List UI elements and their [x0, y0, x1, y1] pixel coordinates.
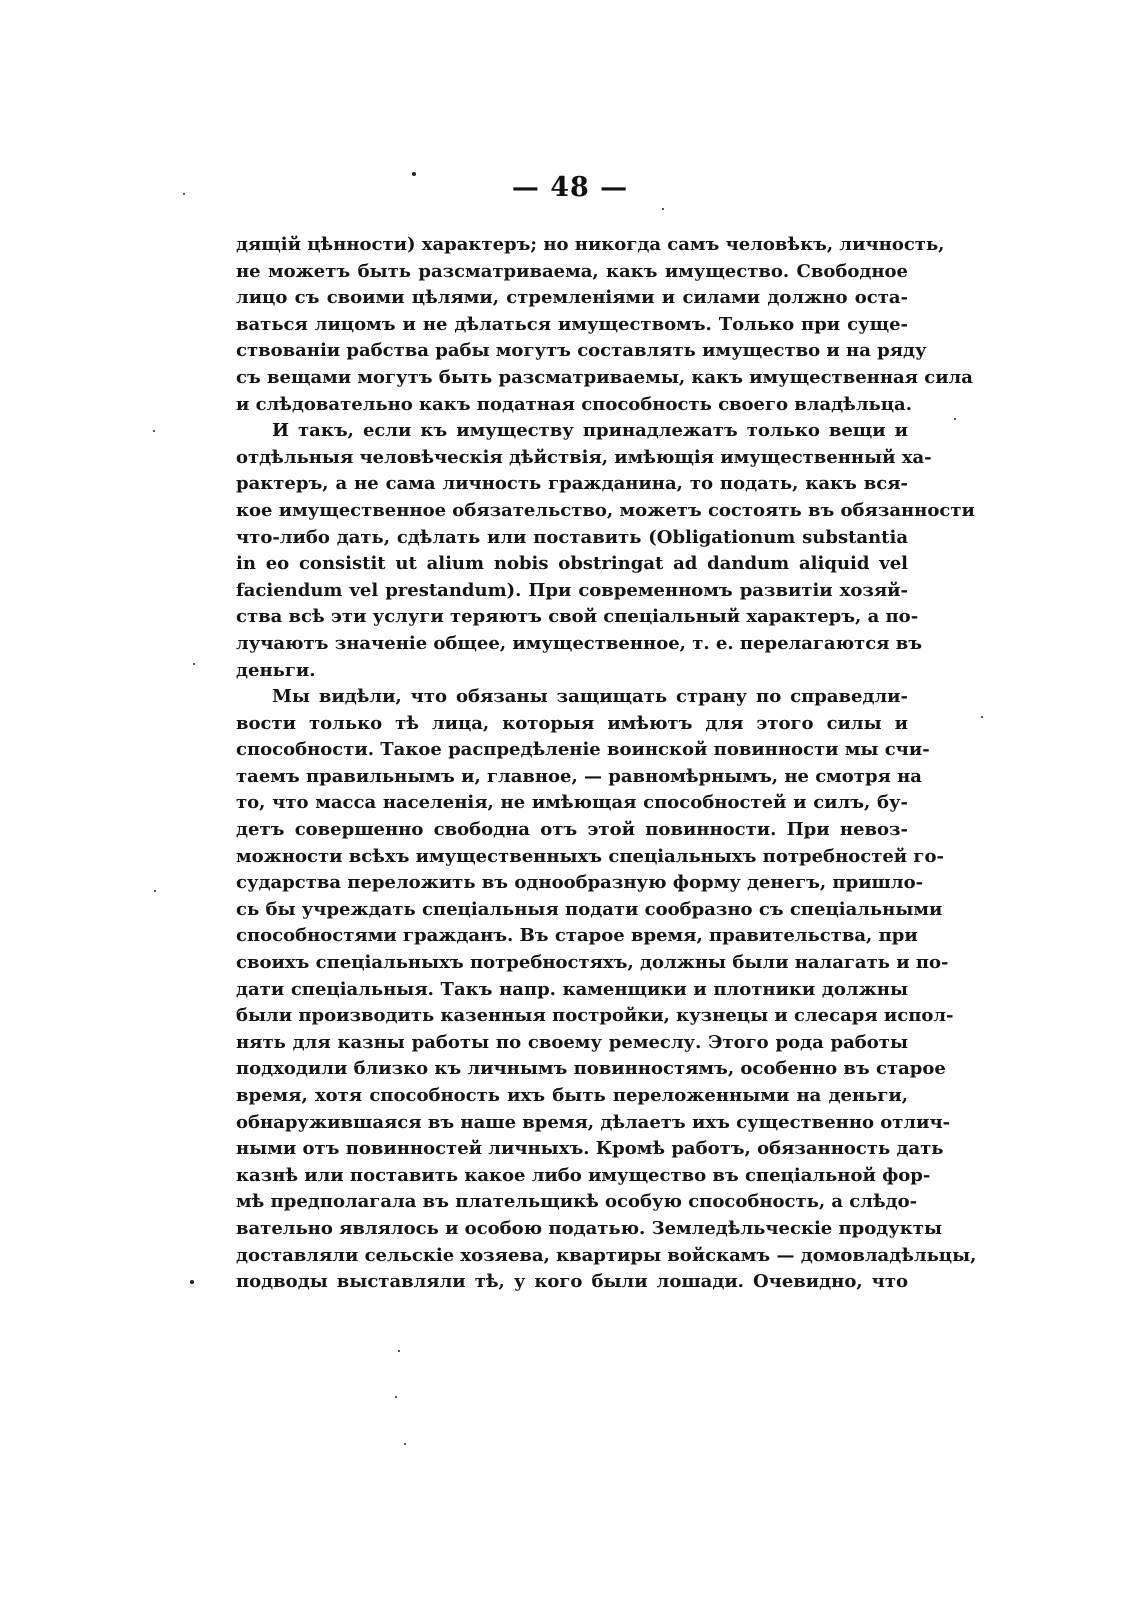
text-line: in eo consistit ut alium nobis obstringat ad dandum aliquid vel [236, 553, 908, 575]
scan-speck [183, 193, 185, 195]
text-line: ствованіи рабства рабы могутъ составлять имущество и на ряду [236, 340, 927, 362]
paragraph-1 [236, 232, 973, 418]
paragraph-2 [236, 418, 975, 684]
text-line: не можетъ быть разсматриваема, какъ имущество. Свободное [236, 260, 908, 282]
text-line: ства всѣ эти услуги теряютъ свой спеціальный характеръ, а по- [236, 606, 919, 628]
scan-speck [398, 1350, 400, 1352]
text-line: вости только тѣ лица, которыя имѣютъ для этого силы и [236, 712, 908, 734]
text-line: Мы видѣли, что обязаны защищать страну по справедли- [272, 686, 908, 708]
text-line: faciendum vel prestandum). При современномъ развитіи хозяй- [236, 579, 908, 601]
scan-speck [981, 716, 983, 718]
text-line: лучаютъ значеніе общее, имущественное, т. е. перелагаются въ [236, 632, 923, 654]
text-line: время, хотя способность ихъ быть переложенными на деньги, [236, 1085, 908, 1106]
text-line: были производить казенныя постройки, кузнецы и слесаря испол- [236, 1005, 954, 1027]
text-line: способности. Такое распредѣленіе воинской повинности мы счи- [236, 739, 930, 761]
text-line: дати спеціальныя. Такъ напр. каменщики и плотники должны [236, 978, 908, 1000]
text-line: отдѣльныя человѣческія дѣйствія, имѣющія имущественный ха- [236, 446, 932, 468]
scan-speck [190, 1280, 194, 1284]
body-text [236, 232, 977, 1296]
text-line: обнаружившаяся въ наше время, дѣлаетъ ихъ существенно отлич- [236, 1111, 951, 1133]
text-line: сударства переложить въ однообразную форму денегъ, пришло- [236, 872, 924, 894]
scan-speck [154, 890, 156, 892]
text-line: казнѣ или поставить какое либо имущество въ спеціальной фор- [236, 1164, 931, 1186]
scan-speck [954, 418, 956, 420]
page-number: — 48 — [511, 172, 629, 203]
text-line: нять для казны работы по своему ремеслу. Этого рода работы [236, 1031, 908, 1053]
paragraph-3 [236, 684, 977, 1296]
scan-speck [153, 430, 155, 432]
text-line: рактеръ, а не сама личность гражданина, то подать, какъ вся- [236, 473, 908, 495]
text-line: сь бы учреждать спеціальныя подати сообразно съ спеціальными [236, 898, 943, 920]
text-line: ными отъ повинностей личныхъ. Кромѣ работъ, обязанность дать [236, 1138, 944, 1160]
text-line: то, что масса населенія, не имѣющая способностей и силъ, бу- [236, 792, 908, 814]
text-line: доставляли сельскіе хозяева, квартиры войскамъ — домовладѣльцы, [236, 1244, 977, 1266]
scan-speck [412, 172, 416, 176]
text-line: таемъ правильнымъ и, главное, — равномѣрнымъ, не смотря на [236, 765, 922, 787]
text-line: съ вещами могутъ быть разсматриваемы, какъ имущественная сила [236, 366, 973, 388]
text-line: подходили близко къ личнымъ повинностямъ, особенно въ старое [236, 1058, 946, 1080]
text-line: способностями гражданъ. Въ старое время, правительства, при [236, 925, 918, 947]
text-line: лицо съ своими цѣлями, стремленіями и силами должно оста- [236, 287, 908, 309]
scan-speck [395, 1396, 397, 1398]
text-line: И такъ, если къ имуществу принадлежатъ только вещи и [272, 420, 908, 442]
text-line: детъ совершенно свободна отъ этой повинности. При невоз- [236, 819, 908, 841]
text-line: деньги. [236, 659, 316, 681]
scan-speck [193, 663, 195, 665]
text-line: и слѣдовательно какъ податная способность своего владѣльца. [236, 393, 912, 415]
text-line: вательно являлось и особою податью. Земледѣльческіе продукты [236, 1217, 942, 1239]
text-line: ваться лицомъ и не дѣлаться имуществомъ. Только при суще- [236, 313, 908, 335]
scan-speck [662, 208, 664, 210]
text-line: мѣ предполагала въ плательщикѣ особую способность, а слѣдо- [236, 1191, 918, 1213]
text-line: подводы выставляли тѣ, у кого были лошади. Очевидно, что [236, 1271, 908, 1293]
text-line: кое имущественное обязательство, можетъ состоять въ обязанности [236, 499, 975, 521]
text-line: можности всѣхъ имущественныхъ спеціальныхъ потребностей го- [236, 845, 944, 867]
text-line: что-либо дать, сдѣлать или поставить (Obligationum substantia [236, 526, 908, 548]
text-line: дящій цѣнности) характеръ; но никогда самъ человѣкъ, личность, [236, 234, 945, 255]
scan-speck [404, 1443, 406, 1445]
text-line: своихъ спеціальныхъ потребностяхъ, должны были налагать и по- [236, 952, 949, 974]
